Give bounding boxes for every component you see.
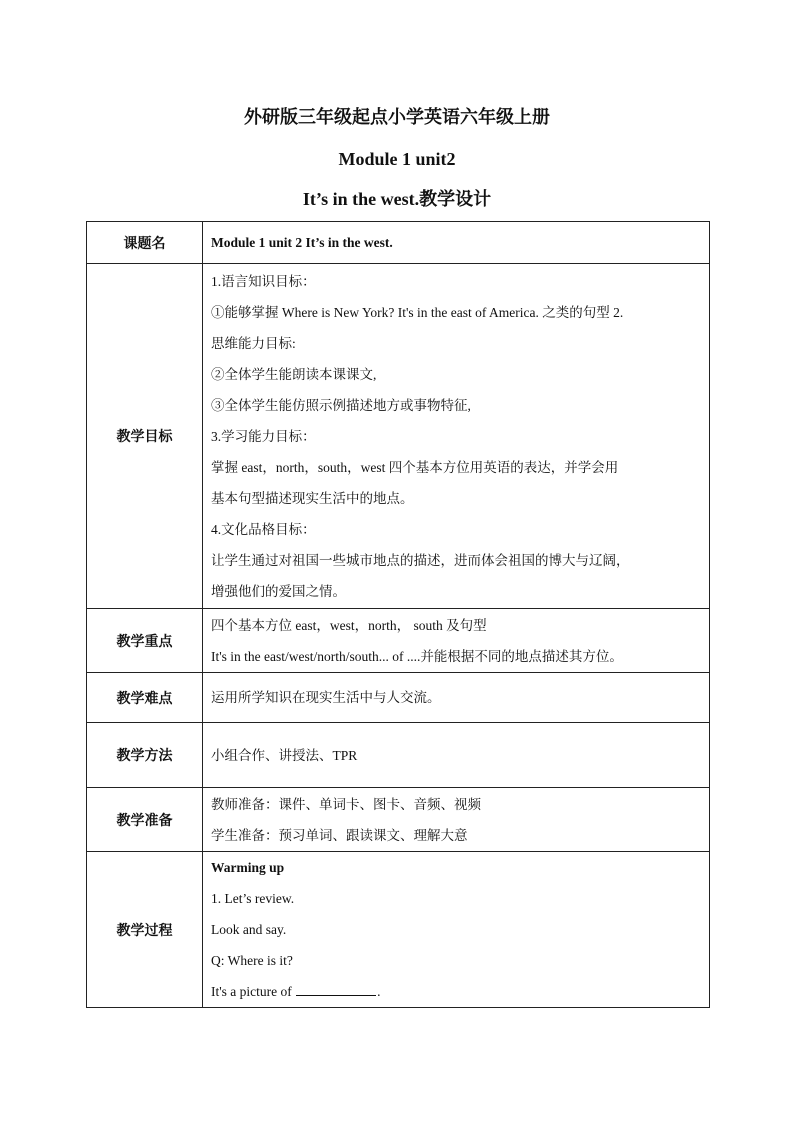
objective-line: 增强他们的爱国之情。 — [211, 583, 346, 599]
process-heading: Warming up — [211, 860, 285, 875]
row-value-key-points — [203, 609, 710, 673]
table-row-process — [87, 852, 710, 1008]
table-row-objectives — [87, 264, 710, 609]
difficulty-text: 运用所学知识在现实生活中与人交流。 — [211, 690, 441, 705]
topic-text: Module 1 unit 2 It’s in the west. — [211, 235, 393, 250]
objective-line: 思维能力目标: — [211, 335, 296, 351]
table-row-preparation — [87, 788, 710, 852]
row-label-difficulties: 教学难点 — [87, 673, 203, 723]
row-label-preparation: 教学准备 — [87, 788, 203, 852]
row-value-methods — [203, 723, 710, 788]
process-line: Look and say. — [211, 922, 287, 937]
methods-text: 小组合作、讲授法、TPR — [211, 747, 358, 763]
objective-line: 让学生通过对祖国一些城市地点的描述，进而体会祖国的博大与辽阔， — [211, 552, 630, 568]
table-row-difficulties — [87, 673, 710, 723]
fill-blank-suffix: . — [377, 984, 381, 999]
process-fill-blank-line — [211, 976, 703, 1007]
objective-line: 4.文化品格目标： — [211, 521, 316, 537]
row-value-objectives — [203, 264, 710, 609]
fill-blank-prefix: It's a picture of — [211, 984, 292, 999]
objective-line: ②全体学生能朗读本课课文, — [211, 366, 377, 382]
row-label-objectives: 教学目标 — [87, 264, 203, 609]
objective-line: 3.学习能力目标： — [211, 428, 316, 444]
table-row-methods — [87, 723, 710, 788]
process-line: Q: Where is it? — [211, 953, 293, 968]
document-title: 外研版三年级起点小学英语六年级上册 — [244, 107, 550, 127]
key-point-line: 四个基本方位 east，west，north， south 及句型 — [211, 617, 487, 633]
objective-line: 1.语言知识目标： — [211, 273, 316, 289]
table-row-key-points — [87, 609, 710, 673]
key-point-line: It's in the east/west/north/south... of ....并能根据不同的地点描述其方位。 — [211, 648, 623, 664]
objective-line: ①能够掌握 Where is New York? It's in the east of America. 之类的句型 2. — [211, 304, 624, 320]
row-value-preparation — [203, 788, 710, 852]
objective-line: 基本句型描述现实生活中的地点。 — [211, 490, 414, 506]
row-label-process: 教学过程 — [87, 852, 203, 1008]
document-subtitle-lesson: It’s in the west.教学设计 — [302, 189, 492, 209]
lesson-plan-table — [86, 221, 710, 1008]
objective-line: ③全体学生能仿照示例描述地方或事物特征, — [211, 397, 471, 413]
row-label-key-points: 教学重点 — [87, 609, 203, 673]
process-line: 1. Let’s review. — [211, 891, 295, 906]
fill-in-blank — [296, 981, 376, 996]
objective-line: 掌握 east，north，south，west 四个基本方位用英语的表达，并学会用 — [211, 459, 619, 475]
row-label-topic: 课题名 — [87, 222, 203, 264]
row-value-difficulties — [203, 673, 710, 723]
row-value-process — [203, 852, 710, 1008]
document-subtitle-module: Module 1 unit2 — [338, 149, 456, 169]
row-label-methods: 教学方法 — [87, 723, 203, 788]
table-row-topic — [87, 222, 710, 264]
preparation-line: 学生准备：预习单词、跟读课文、理解大意 — [211, 827, 468, 843]
row-value-topic — [203, 222, 710, 264]
preparation-line: 教师准备：课件、单词卡、图卡、音频、视频 — [211, 796, 481, 812]
